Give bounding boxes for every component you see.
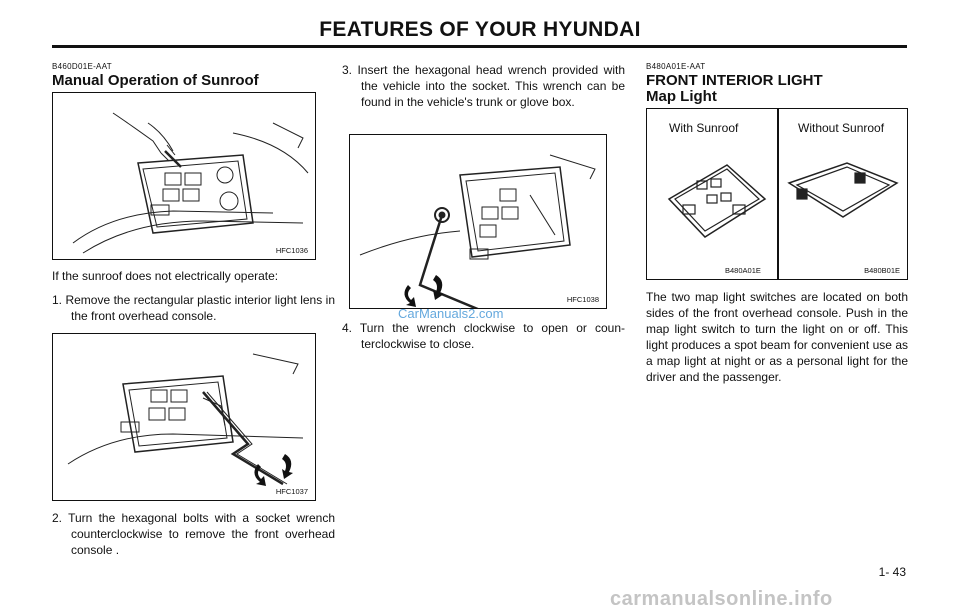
figure-code: HFC1038 bbox=[566, 295, 599, 304]
step-3: 3. Insert the hexagonal head wrench provided with the vehicle into the socket. This wrench can be found in the vehicle's trunk or glove box. bbox=[342, 63, 625, 109]
wrench-in-socket-illustration bbox=[350, 135, 607, 309]
figure-map-light bbox=[646, 108, 908, 280]
page-number: 1- 43 bbox=[878, 565, 906, 579]
figure-code-left: B480A01E bbox=[725, 266, 761, 275]
header-rule bbox=[52, 45, 907, 48]
section-code: B460D01E-AAT bbox=[52, 62, 112, 71]
socket-wrench-illustration bbox=[53, 334, 316, 501]
overhead-console-hand-illustration bbox=[53, 93, 316, 260]
figure-hfc1036 bbox=[52, 92, 316, 260]
step-2: 2. Turn the hexagonal bolts with a socket wrench counterclockwise to remove the front overhead console . bbox=[52, 511, 335, 557]
intro-text: If the sunroof does not electrically operate: bbox=[52, 269, 279, 283]
figure-code: HFC1036 bbox=[275, 246, 308, 255]
label-with-sunroof: With Sunroof bbox=[669, 121, 739, 135]
section-title-2: Map Light bbox=[646, 88, 717, 105]
step-4: 4. Turn the wrench clockwise to open or coun- terclockwise to close. bbox=[342, 321, 625, 351]
map-light-consoles-illustration bbox=[647, 109, 908, 280]
section-title-1: FRONT INTERIOR LIGHT bbox=[646, 72, 823, 89]
column-interior-light bbox=[646, 62, 908, 110]
footer-watermark: carmanualsonline.info bbox=[610, 588, 833, 610]
section-title: Manual Operation of Sunroof bbox=[52, 72, 259, 89]
figure-hfc1038 bbox=[349, 134, 607, 309]
label-without-sunroof: Without Sunroof bbox=[798, 121, 885, 135]
step-1: 1. Remove the rectangular plastic interior light lens in the front overhead console. bbox=[52, 293, 335, 323]
figure-code: HFC1037 bbox=[275, 487, 308, 496]
map-light-body: The two map light switches are located on both sides of the front overhead console. Push in the map light switch to turn the light on or off. This light produces a spot beam for convenient use as a map light at night or as a personal light for the driver and the passenger. bbox=[646, 290, 908, 384]
watermark: CarManuals2.com bbox=[398, 306, 504, 321]
column-sunroof bbox=[52, 62, 316, 94]
figure-hfc1037 bbox=[52, 333, 316, 501]
page-header-title: FEATURES OF YOUR HYUNDAI bbox=[319, 18, 641, 41]
figure-code-right: B480B01E bbox=[864, 266, 900, 275]
section-code: B480A01E-AAT bbox=[646, 62, 706, 71]
